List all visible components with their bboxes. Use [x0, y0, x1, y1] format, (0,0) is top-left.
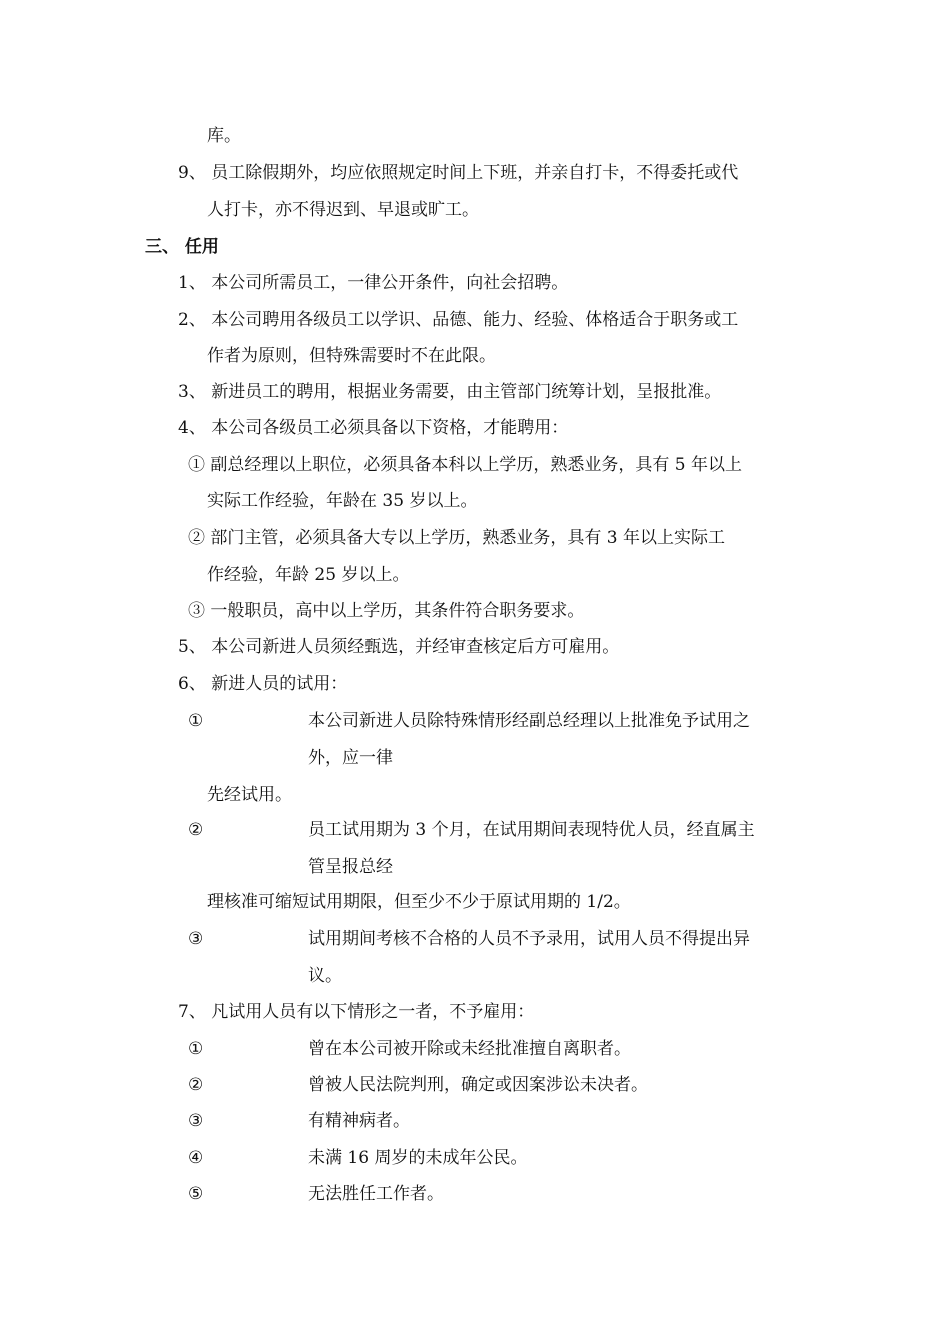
list-item-5: 5、 本公司新进人员须经甄选，并经审查核定后方可雇用。 [178, 637, 620, 657]
sub-item-marker: ③ [188, 1111, 204, 1131]
list-item-6: 6、 新进人员的试用： [178, 674, 348, 694]
sub-item-text: 曾被人民法院判刑，确定或因案涉讼未决者。 [308, 1075, 648, 1095]
sub-item-marker: ② [188, 820, 204, 840]
sub-item-text: 有精神病者。 [308, 1111, 410, 1131]
sub-item-text: 曾在本公司被开除或未经批准擅自离职者。 [308, 1039, 631, 1059]
text-line: 理核准可缩短试用期限，但至少不少于原试用期的 1/2。 [207, 892, 631, 912]
list-item-9: 9、 员工除假期外，均应依照规定时间上下班，并亲自打卡，不得委托或代 [178, 163, 739, 183]
text-line: 议。 [308, 966, 342, 986]
sub-item-text: 无法胜任工作者。 [308, 1184, 444, 1204]
list-item-2: 2、 本公司聘用各级员工以学识、品德、能力、经验、体格适合于职务或工 [178, 310, 739, 330]
sub-item-marker: ① [188, 1039, 204, 1059]
sub-item-text: 本公司新进人员除特殊情形经副总经理以上批准免予试用之 [308, 711, 750, 731]
text-line: 作者为原则，但特殊需要时不在此限。 [207, 346, 496, 366]
text-line: 库。 [207, 126, 241, 146]
sub-item-3: ③ 一般职员，高中以上学历，其条件符合职务要求。 [188, 601, 585, 621]
list-item-4: 4、 本公司各级员工必须具备以下资格，才能聘用： [178, 418, 569, 438]
sub-item-text: 未满 16 周岁的未成年公民。 [308, 1148, 528, 1168]
sub-item-text: 员工试用期为 3 个月，在试用期间表现特优人员，经直属主 [308, 820, 755, 840]
text-line: 管呈报总经 [308, 857, 393, 877]
sub-item-1: ① 副总经理以上职位，必须具备本科以上学历，熟悉业务，具有 5 年以上 [188, 455, 743, 475]
section-heading: 三、 任用 [145, 237, 219, 257]
sub-item-marker: ② [188, 1075, 204, 1095]
text-line: 先经试用。 [207, 785, 292, 805]
list-item-7: 7、 凡试用人员有以下情形之一者，不予雇用： [178, 1002, 535, 1022]
sub-item-marker: ① [188, 711, 204, 731]
text-line: 作经验，年龄 25 岁以上。 [207, 565, 410, 585]
text-line: 人打卡，亦不得迟到、早退或旷工。 [207, 200, 479, 220]
sub-item-marker: ④ [188, 1148, 204, 1168]
sub-item-marker: ⑤ [188, 1184, 204, 1204]
sub-item-text: 试用期间考核不合格的人员不予录用，试用人员不得提出异 [308, 929, 750, 949]
sub-item-2: ② 部门主管，必须具备大专以上学历，熟悉业务，具有 3 年以上实际工 [188, 528, 726, 548]
text-line: 实际工作经验，年龄在 35 岁以上。 [207, 491, 478, 511]
list-item-1: 1、 本公司所需员工，一律公开条件，向社会招聘。 [178, 273, 569, 293]
sub-item-marker: ③ [188, 929, 204, 949]
text-line: 外，应一律 [308, 748, 393, 768]
list-item-3: 3、 新进员工的聘用，根据业务需要，由主管部门统筹计划，呈报批准。 [178, 382, 722, 402]
